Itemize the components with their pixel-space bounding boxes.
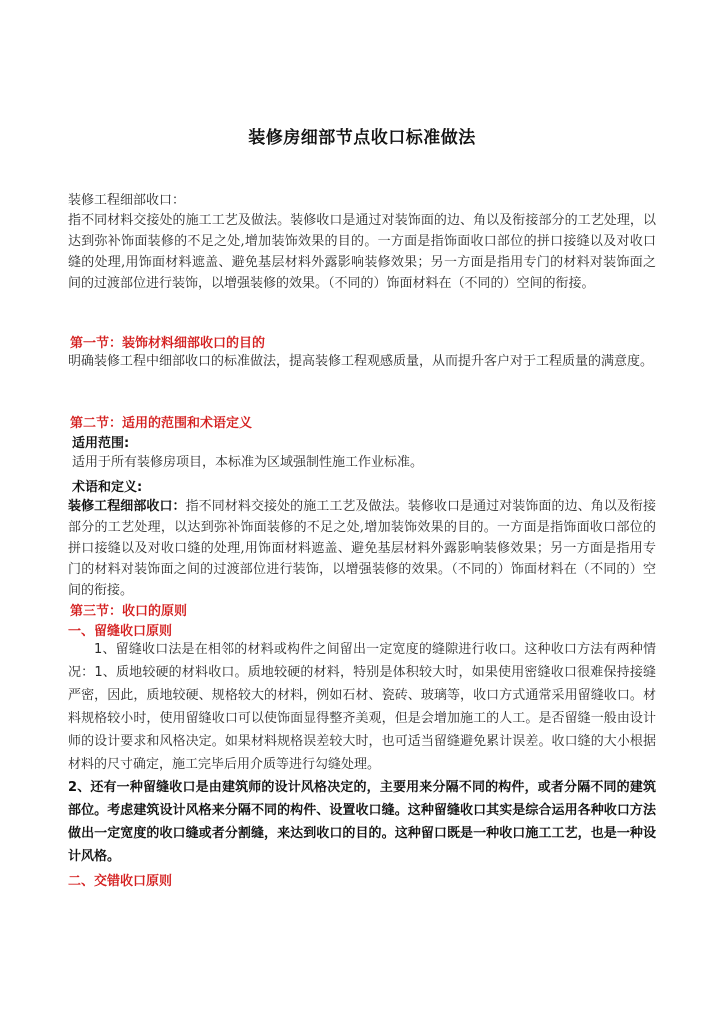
scope-body: 适用于所有装修房项目，本标准为区域强制性施工作业标准。 bbox=[72, 455, 424, 470]
term-name: 装修工程细部收口： bbox=[68, 499, 186, 514]
intro-heading: 装修工程细部收口： bbox=[68, 193, 186, 208]
scope-label: 适用范围: bbox=[72, 436, 130, 451]
section2-heading: 第二节：适用的范围和术语定义 bbox=[70, 416, 253, 431]
section1-heading: 第一节：装饰材料细部收口的目的 bbox=[70, 336, 266, 351]
section3-heading: 第三节：收口的原则 bbox=[70, 604, 188, 619]
document-title: 装修房细部节点收口标准做法 bbox=[248, 128, 476, 148]
intro-body: 指不同材料交接处的施工工艺及做法。装修收口是通过对装饰面的边、角以及衔接部分的工艺处理，以达到弥补饰面装修的不足之处,增加装饰效果的目的。一方面是指饰面收口部位的拼口接缝以及对收口缝的处理,用饰面材料遮盖、避免基层材料外露影响装修效果；另一方面是指用专门的材料对装饰面之间的过渡部位进行装饰，以增强装修的效果。（不同的）饰面材料在（不同的）空间的衔接。 bbox=[68, 213, 656, 291]
principle1-point2: 2、还有一种留缝收口是由建筑师的设计风格决定的，主要用来分隔不同的构件，或者分隔不同的建筑部位。考虑建筑设计风格来分隔不同的构件、设置收口缝。这种留缝收口其实是综合运用各种收口方法做出一定宽度的收口缝或者分割缝，来达到收口的目的。这种留口既是一种收口施工工艺，也是一种设计风格。 bbox=[68, 780, 656, 864]
section1-body: 明确装修工程中细部收口的标准做法，提高装修工程观感质量，从而提升客户对于工程质量的满意度。 bbox=[68, 354, 654, 369]
principle2-heading: 二、交错收口原则 bbox=[68, 874, 173, 889]
terms-label: 术语和定义: bbox=[72, 480, 143, 495]
principle1-heading: 一、留缝收口原则 bbox=[68, 624, 173, 639]
principle1-body: 1、留缝收口法是在相邻的材料或构件之间留出一定宽度的缝隙进行收口。这种收口方法有两种情况：1、质地较硬的材料收口。质地较硬的材料，特别是体积较大时，如果使用密缝收口很难保持接缝严密，因此，质地较硬、规格较大的材料，例如石材、瓷砖、玻璃等，收口方式通常采用留缝收口。材料规格较小时，使用留缝收口可以使饰面显得整齐美观，但是会增加施工的人工。是否留缝一般由设计师的设计要求和风格决定。如果材料规格误差较大时，也可适当留缝避免累计误差。收口缝的大小根据材料的尺寸确定，施工完毕后用介质等进行勾缝处理。 bbox=[68, 642, 656, 772]
term-body: 指不同材料交接处的施工工艺及做法。装修收口是通过对装饰面的边、角以及衔接部分的工艺处理，以达到弥补饰面装修的不足之处,增加装饰效果的目的。一方面是指饰面收口部位的拼口接缝以及对收口缝的处理,用饰面材料遮盖、避免基层材料外露影响装修效果；另一方面是指用专门的材料对装饰面之间的过渡部位进行装饰，以增强装修的效果。（不同的）饰面材料在（不同的）空间的衔接。 bbox=[68, 499, 656, 598]
term-definition bbox=[68, 496, 656, 601]
